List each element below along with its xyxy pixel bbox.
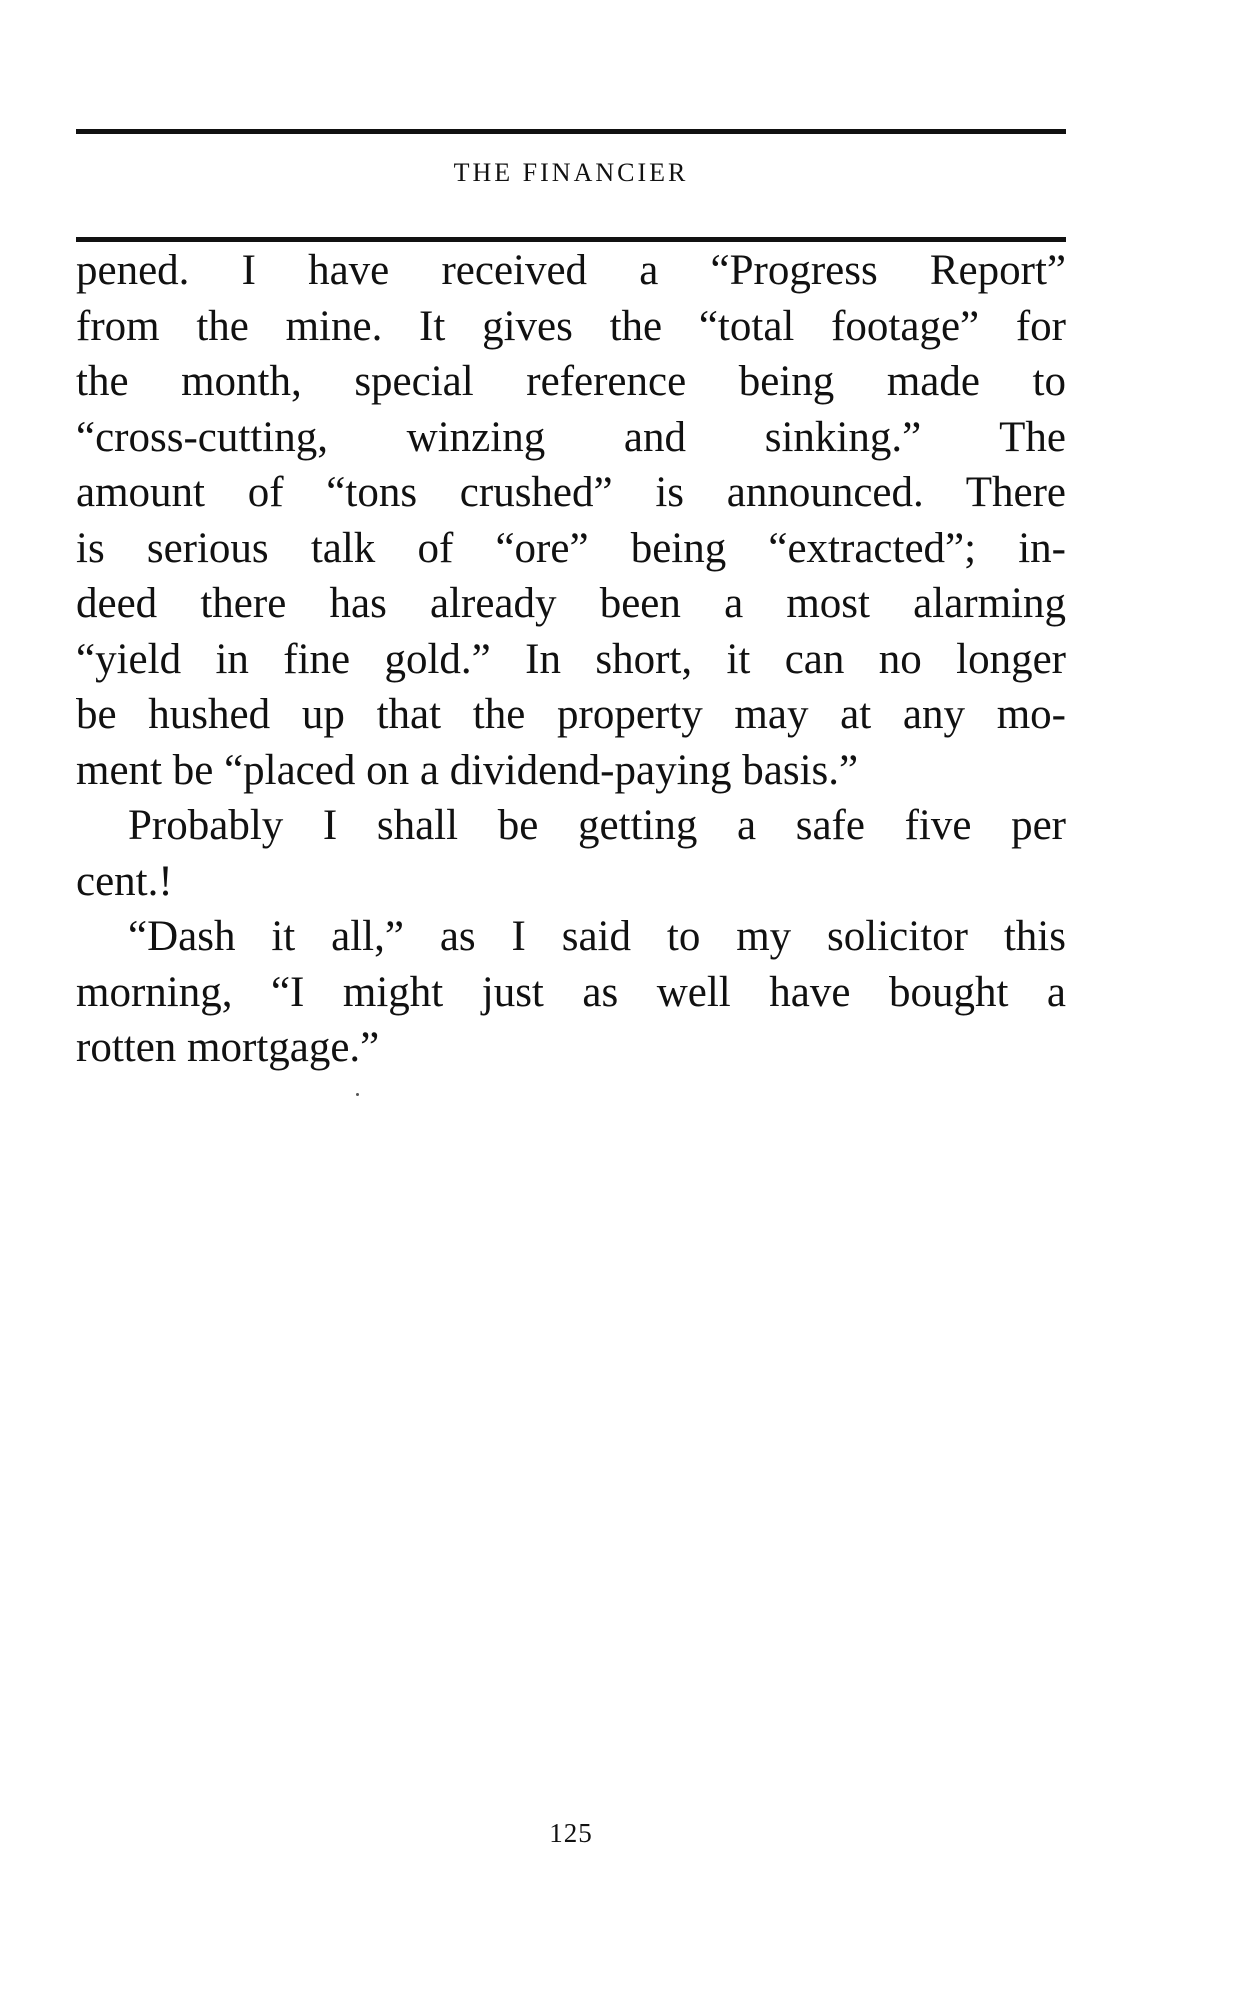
text-line: morning, “I might just as well have bought a	[76, 968, 1066, 1016]
running-head: THE FINANCIER	[453, 158, 689, 187]
paragraph	[76, 909, 1066, 1076]
text-line: Probably I shall be getting a safe five per	[128, 802, 1066, 849]
text-line: deed there has already been a most alarming	[76, 580, 1066, 627]
text-line: cent.!	[76, 857, 173, 905]
paragraph	[76, 243, 1066, 798]
ink-speck	[356, 1093, 359, 1096]
text-line: is serious talk of “ore” being “extracted”; in-	[76, 524, 1066, 572]
text-line: rotten mortgage.”	[76, 1024, 380, 1071]
header-rule-bottom	[76, 237, 1066, 242]
text-line: the month, special reference being made to	[76, 358, 1066, 405]
text-line: ment be “placed on a dividend-paying basis.”	[76, 746, 859, 794]
text-line: “yield in fine gold.” In short, it can no longer	[76, 635, 1066, 683]
paragraph	[76, 798, 1066, 909]
header-rule-top	[76, 129, 1066, 134]
text-line: pened. I have received a “Progress Report”	[76, 247, 1066, 294]
text-line: amount of “tons crushed” is announced. There	[76, 469, 1066, 516]
text-line: “cross-cutting, winzing and sinking.” The	[76, 413, 1066, 461]
text-line: from the mine. It gives the “total footage” for	[76, 302, 1066, 350]
text-line: “Dash it all,” as I said to my solicitor this	[128, 913, 1066, 960]
page-number: 125	[549, 1818, 593, 1848]
body-text	[76, 243, 1066, 1076]
text-line: be hushed up that the property may at any mo-	[76, 691, 1066, 738]
